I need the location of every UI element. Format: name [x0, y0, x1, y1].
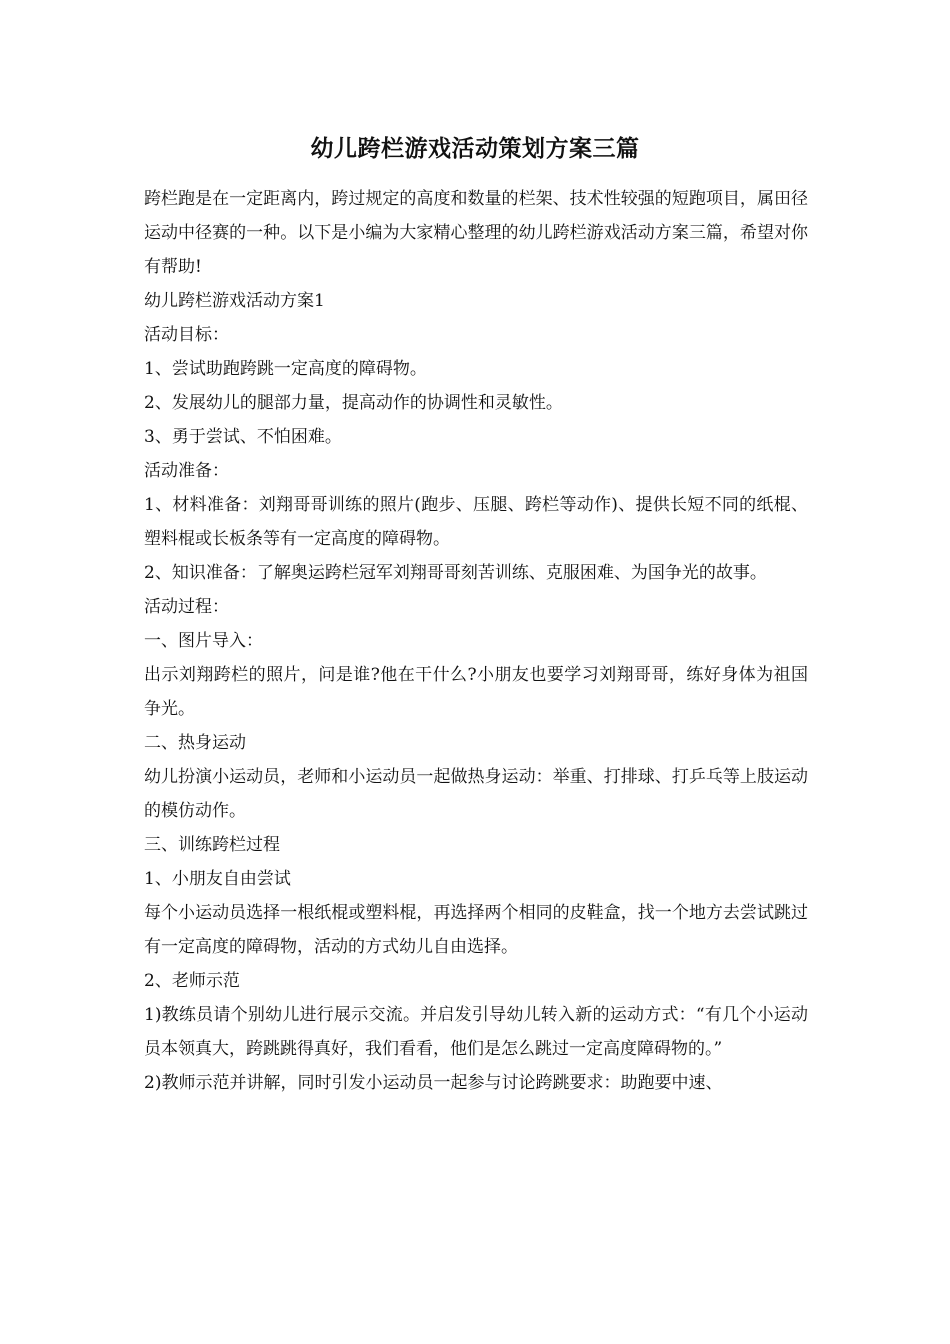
subheading-goals: 活动目标： — [144, 325, 229, 345]
substep-heading: 1、小朋友自由尝试 — [144, 869, 291, 889]
document-body — [144, 182, 808, 1100]
list-item: 2、发展幼儿的腿部力量，提高动作的协调性和灵敏性。 — [144, 393, 563, 413]
paragraph: 2)教师示范并讲解，同时引发小运动员一起参与讨论跨跳要求：助跑要中速、 — [144, 1073, 723, 1093]
step-heading: 一、图片导入： — [144, 631, 263, 651]
list-item: 2、知识准备：了解奥运跨栏冠军刘翔哥哥刻苦训练、克服困难、为国争光的故事。 — [144, 563, 767, 583]
paragraph: 每个小运动员选择一根纸棍或塑料棍，再选择两个相同的皮鞋盒，找一个地方去尝试跳过有一定高度的障碍物，活动的方式幼儿自由选择。 — [144, 903, 808, 957]
paragraph: 幼儿扮演小运动员，老师和小运动员一起做热身运动：举重、打排球、打乒乓等上肢运动的模仿动作。 — [144, 767, 808, 821]
step-heading: 二、热身运动 — [144, 733, 246, 753]
paragraph-intro: 跨栏跑是在一定距离内，跨过规定的高度和数量的栏架、技术性较强的短跑项目，属田径运动中径赛的一种。以下是小编为大家精心整理的幼儿跨栏游戏活动方案三篇，希望对你有帮助! — [144, 189, 808, 277]
subheading-preparation: 活动准备： — [144, 461, 229, 481]
substep-heading: 2、老师示范 — [144, 971, 240, 991]
subheading-process: 活动过程： — [144, 597, 229, 617]
paragraph: 1)教练员请个别幼儿进行展示交流。并启发引导幼儿转入新的运动方式：“有几个小运动员本领真大，跨跳跳得真好，我们看看，他们是怎么跳过一定高度障碍物的。” — [144, 1005, 808, 1059]
document-title: 幼儿跨栏游戏活动策划方案三篇 — [310, 135, 640, 162]
list-item: 1、材料准备：刘翔哥哥训练的照片(跑步、压腿、跨栏等动作)、提供长短不同的纸棍、塑料棍或长板条等有一定高度的障碍物。 — [144, 495, 808, 549]
section-heading: 幼儿跨栏游戏活动方案1 — [144, 291, 325, 311]
step-heading: 三、训练跨栏过程 — [144, 835, 280, 855]
list-item: 3、勇于尝试、不怕困难。 — [144, 427, 342, 447]
list-item: 1、尝试助跑跨跳一定高度的障碍物。 — [144, 359, 427, 379]
paragraph: 出示刘翔跨栏的照片，问是谁?他在干什么?小朋友也要学习刘翔哥哥，练好身体为祖国争光。 — [144, 665, 808, 719]
